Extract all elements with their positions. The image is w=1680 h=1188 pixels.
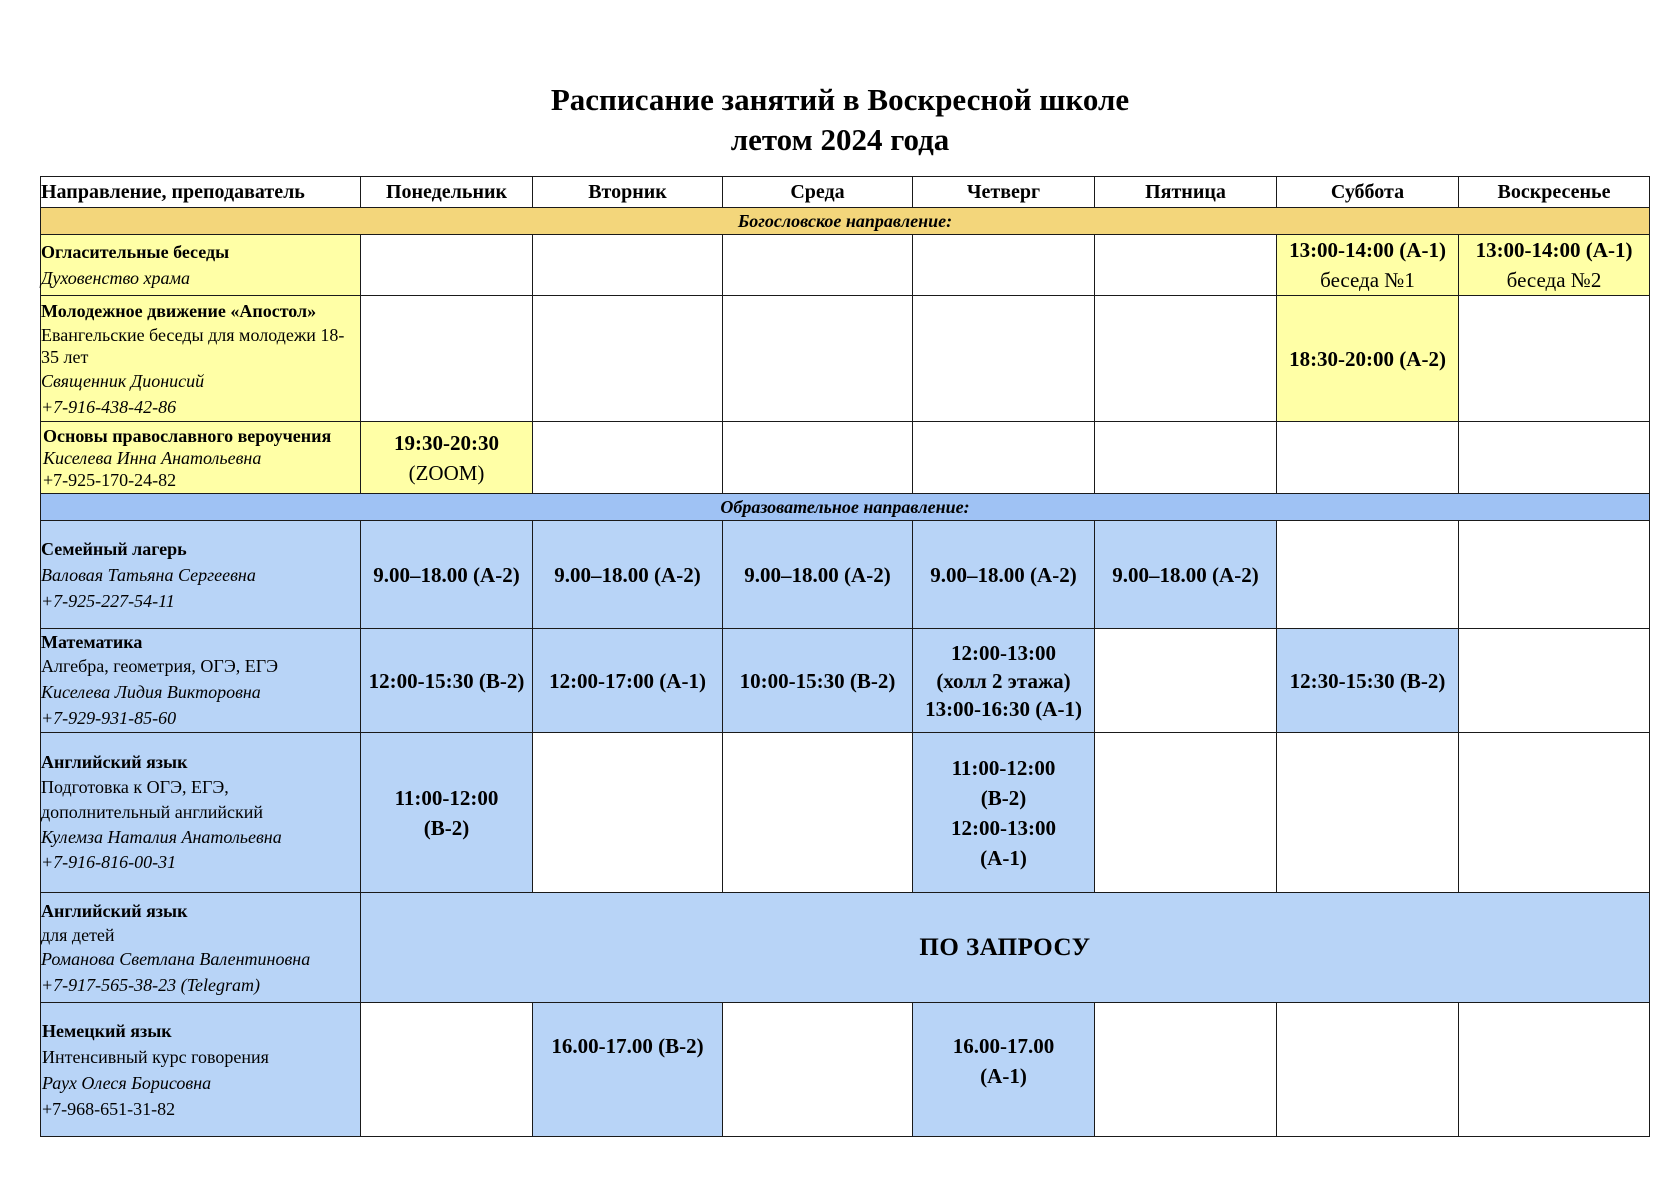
slot-apostol-saturday: 18:30-20:00 (А-2) <box>1277 296 1459 422</box>
slot-empty <box>1095 235 1277 296</box>
slot-empty <box>361 235 533 296</box>
course-phone: +7-925-170-24-82 <box>43 469 177 490</box>
schedule-table <box>40 176 1650 1137</box>
slot-time: 11:00-12:00 <box>394 785 499 810</box>
slot-time: 12:00-13:00 <box>951 640 1056 665</box>
slot-english-monday <box>361 733 533 893</box>
header-monday: Понедельник <box>361 177 533 208</box>
course-cell-english <box>41 733 361 893</box>
slot-time: 13:00-14:00 (А-1) <box>1475 238 1633 262</box>
slot-empty <box>1459 629 1650 733</box>
slot-empty <box>1459 521 1650 629</box>
page-title <box>0 80 1680 160</box>
slot-math-tuesday: 12:00-17:00 (А-1) <box>533 629 723 733</box>
slot-empty <box>1459 296 1650 422</box>
title-line-1: Расписание занятий в Воскресной школе <box>550 82 1130 117</box>
course-description: Интенсивный курс говорения <box>42 1046 269 1067</box>
course-teacher: Киселева Лидия Викторовна <box>41 681 261 702</box>
section-theology-label: Богословское направление: <box>41 208 1650 235</box>
slot-empty <box>723 422 913 494</box>
slot-camp-wednesday: 9.00–18.00 (А-2) <box>723 521 913 629</box>
slot-on-request: ПО ЗАПРОСУ <box>361 893 1650 1003</box>
slot-room: (В-2) <box>423 815 470 840</box>
slot-empty <box>723 235 913 296</box>
table-row-german <box>41 1003 1650 1137</box>
slot-empty <box>1459 1003 1650 1137</box>
slot-empty <box>1459 733 1650 893</box>
table-row-math <box>41 629 1650 733</box>
header-tuesday: Вторник <box>533 177 723 208</box>
table-row-faith <box>41 422 1650 494</box>
course-description: Евангельские беседы для молодежи 18-35 лет <box>41 324 345 367</box>
slot-room: (А-1) <box>980 1064 1027 1088</box>
slot-empty <box>533 296 723 422</box>
slot-empty <box>1277 422 1459 494</box>
course-phone: +7-917-565-38-23 (Telegram) <box>41 974 260 995</box>
slot-empty <box>913 422 1095 494</box>
slot-empty <box>533 733 723 893</box>
slot-empty <box>1277 1003 1459 1137</box>
section-education-label: Образовательное направление: <box>41 494 1650 521</box>
course-title: Английский язык <box>41 900 188 921</box>
course-title: Математика <box>41 631 143 652</box>
header-direction-teacher: Направление, преподаватель <box>41 177 361 208</box>
slot-room: (А-1) <box>980 845 1027 870</box>
course-title: Английский язык <box>41 752 188 772</box>
section-education-row <box>41 494 1650 521</box>
course-teacher: Романова Светлана Валентиновна <box>41 948 311 969</box>
slot-english-thursday <box>913 733 1095 893</box>
course-cell-math <box>41 629 361 733</box>
slot-empty <box>913 296 1095 422</box>
course-teacher: Священник Дионисий <box>41 370 205 391</box>
title-line-2: летом 2024 года <box>730 122 950 157</box>
header-friday: Пятница <box>1095 177 1277 208</box>
slot-math-thursday <box>913 629 1095 733</box>
course-phone: +7-929-931-85-60 <box>41 707 177 728</box>
course-title: Немецкий язык <box>42 1020 172 1041</box>
slot-time: 13:00-16:30 (А-1) <box>925 696 1082 721</box>
course-teacher: Валовая Татьяна Сергеевна <box>41 564 256 585</box>
slot-room: (В-2) <box>980 785 1027 810</box>
header-wednesday: Среда <box>723 177 913 208</box>
slot-time: 11:00-12:00 <box>951 755 1056 780</box>
slot-location: (холл 2 этажа) <box>936 668 1071 693</box>
course-teacher: Духовенство храма <box>41 268 191 288</box>
slot-catechesis-sunday <box>1459 235 1650 296</box>
slot-empty <box>723 296 913 422</box>
slot-camp-monday: 9.00–18.00 (А-2) <box>361 521 533 629</box>
slot-empty <box>1277 521 1459 629</box>
course-teacher: Кулемза Наталия Анатольевна <box>41 827 282 847</box>
slot-empty <box>1095 1003 1277 1137</box>
slot-note: (ZOOM) <box>408 460 485 485</box>
slot-empty <box>1095 422 1277 494</box>
course-description: Алгебра, геометрия, ОГЭ, ЕГЭ <box>41 655 279 676</box>
slot-empty <box>533 422 723 494</box>
table-row-camp <box>41 521 1650 629</box>
slot-empty <box>1277 733 1459 893</box>
course-title: Основы православного вероучения <box>43 425 332 446</box>
course-cell-german <box>41 1003 361 1137</box>
slot-math-saturday: 12:30-15:30 (В-2) <box>1277 629 1459 733</box>
slot-german-tuesday: 16.00-17.00 (В-2) <box>533 1003 723 1137</box>
slot-empty <box>913 235 1095 296</box>
slot-time: 12:00-13:00 <box>951 815 1056 840</box>
slot-empty <box>1095 629 1277 733</box>
course-phone: +7-916-816-00-31 <box>41 852 177 872</box>
slot-empty <box>723 733 913 893</box>
slot-empty <box>1095 733 1277 893</box>
slot-time: 16.00-17.00 <box>952 1034 1055 1058</box>
table-row-english <box>41 733 1650 893</box>
table-row-english-kids <box>41 893 1650 1003</box>
slot-camp-tuesday: 9.00–18.00 (А-2) <box>533 521 723 629</box>
slot-empty <box>361 296 533 422</box>
header-thursday: Четверг <box>913 177 1095 208</box>
course-cell-camp <box>41 521 361 629</box>
section-theology-row <box>41 208 1650 235</box>
course-description: для детей <box>41 924 115 945</box>
course-phone: +7-916-438-42-86 <box>41 396 177 417</box>
course-cell-english-kids <box>41 893 361 1003</box>
course-teacher: Киселева Инна Анатольевна <box>43 447 262 468</box>
slot-math-monday: 12:00-15:30 (В-2) <box>361 629 533 733</box>
slot-empty <box>361 1003 533 1137</box>
table-row-apostol <box>41 296 1650 422</box>
slot-german-thursday <box>913 1003 1095 1137</box>
slot-empty <box>1095 296 1277 422</box>
course-cell-apostol <box>41 296 361 422</box>
slot-time: 19:30-20:30 <box>394 430 499 455</box>
course-title: Молодежное движение «Апостол» <box>41 300 317 321</box>
course-teacher: Раух Олеся Борисовна <box>42 1072 212 1093</box>
header-row <box>41 177 1650 208</box>
course-phone: +7-968-651-31-82 <box>42 1098 176 1119</box>
slot-empty <box>723 1003 913 1137</box>
header-saturday: Суббота <box>1277 177 1459 208</box>
course-title: Огласительные беседы <box>41 242 230 262</box>
slot-faith-monday <box>361 422 533 494</box>
course-description: Подготовка к ОГЭ, ЕГЭ, <box>41 777 229 797</box>
course-cell-catechesis <box>41 235 361 296</box>
course-cell-faith <box>41 422 361 494</box>
slot-catechesis-saturday <box>1277 235 1459 296</box>
slot-time: 13:00-14:00 (А-1) <box>1289 238 1446 262</box>
slot-note: беседа №2 <box>1506 268 1602 292</box>
slot-note: беседа №1 <box>1320 268 1415 292</box>
slot-empty <box>533 235 723 296</box>
slot-camp-friday: 9.00–18.00 (А-2) <box>1095 521 1277 629</box>
header-sunday: Воскресенье <box>1459 177 1650 208</box>
course-title: Семейный лагерь <box>41 538 187 559</box>
slot-camp-thursday: 9.00–18.00 (А-2) <box>913 521 1095 629</box>
slot-empty <box>1459 422 1650 494</box>
slot-math-wednesday: 10:00-15:30 (В-2) <box>723 629 913 733</box>
table-row-catechesis <box>41 235 1650 296</box>
course-phone: +7-925-227-54-11 <box>41 590 175 611</box>
course-description: дополнительный английский <box>41 802 264 822</box>
